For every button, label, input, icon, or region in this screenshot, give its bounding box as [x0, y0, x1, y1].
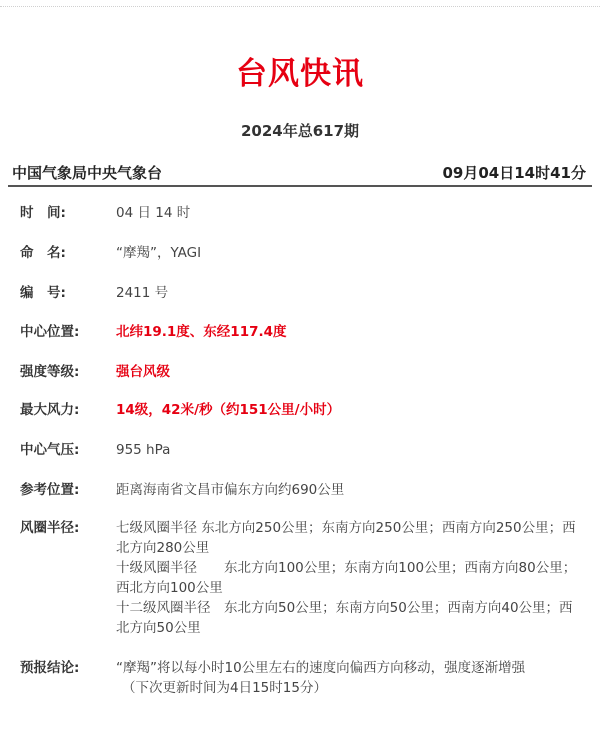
center-label: 中心位置: — [20, 324, 80, 340]
radius-line-12: 十二级风圈半径 东北方向50公里；东南方向50公里；西南方向40公里；西北方向50公里 — [116, 600, 573, 636]
forecast-label: 预报结论: — [20, 660, 80, 676]
time-value: 04 日 14 时 — [116, 205, 191, 221]
name-label: 命 名: — [20, 245, 66, 261]
radius-line-10: 十级风圈半径 东北方向100公里；东南方向100公里；西南方向80公里；西北方向100公里 — [116, 560, 577, 596]
number-label: 编 号: — [20, 285, 66, 301]
reference-value: 距离海南省文昌市偏东方向约690公里 — [116, 482, 345, 498]
forecast-value — [116, 658, 578, 698]
name-value: “摩羯”，YAGI — [116, 245, 202, 261]
issue-time: 09月04日14时41分 — [442, 164, 586, 182]
forecast-update-note: （下次更新时间为4日15时15分） — [122, 680, 327, 696]
max-wind-value: 14级，42米/秒（约151公里/小时） — [116, 402, 341, 418]
pressure-value: 955 hPa — [116, 442, 171, 458]
page-title: 台风快讯 — [236, 56, 364, 92]
reference-label: 参考位置: — [20, 482, 80, 498]
radius-value — [116, 518, 578, 638]
top-divider — [0, 6, 600, 7]
header-divider — [8, 185, 592, 187]
agency-name: 中国气象局中央气象台 — [12, 164, 163, 182]
number-value: 2411 号 — [116, 285, 169, 301]
time-label: 时 间: — [20, 205, 66, 221]
intensity-label: 强度等级: — [20, 364, 80, 380]
radius-label: 风圈半径: — [20, 520, 80, 536]
intensity-value: 强台风级 — [116, 364, 170, 380]
pressure-label: 中心气压: — [20, 442, 80, 458]
forecast-text: “摩羯”将以每小时10公里左右的速度向偏西方向移动，强度逐渐增强 — [116, 660, 526, 676]
radius-line-7: 七级风圈半径 东北方向250公里；东南方向250公里；西南方向250公里；西北方向280公里 — [116, 520, 576, 556]
max-wind-label: 最大风力: — [20, 402, 80, 418]
center-value: 北纬19.1度、东经117.4度 — [116, 324, 287, 340]
issue-number: 2024年总617期 — [240, 122, 360, 140]
